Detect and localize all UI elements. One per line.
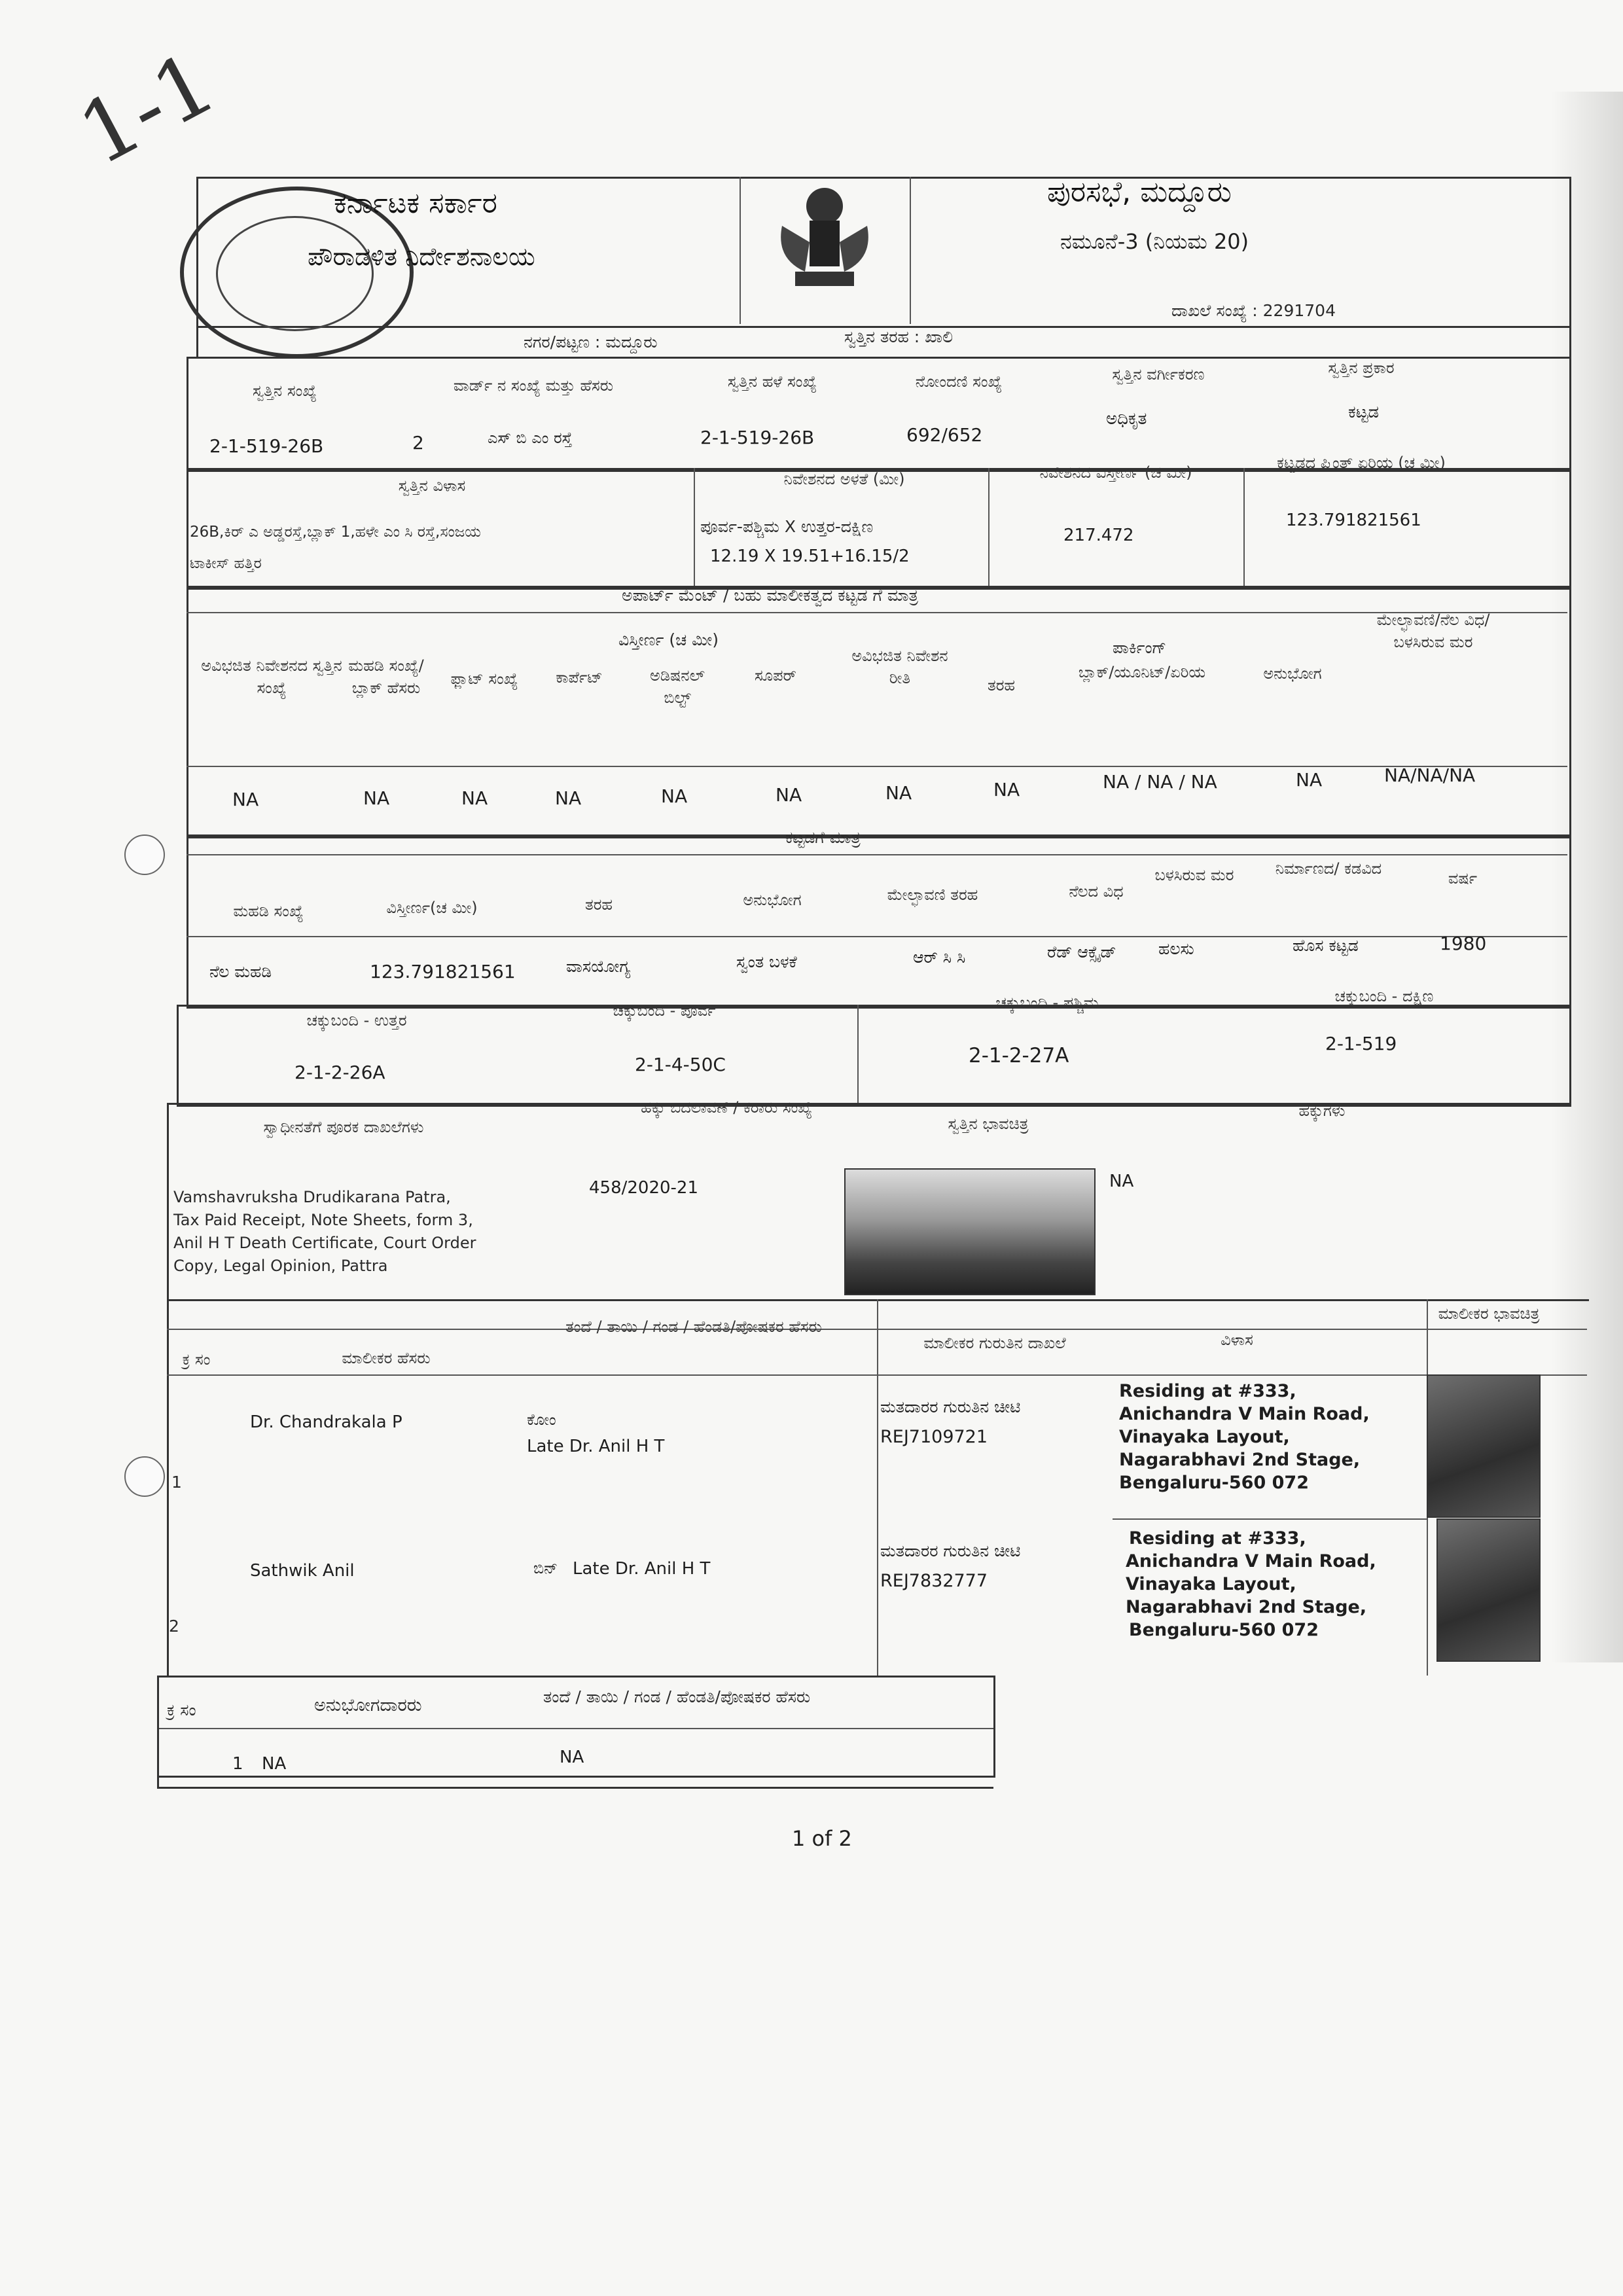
rights-value: NA <box>1109 1172 1134 1191</box>
bldg-floor-no: ನೆಲ ಮಹಡಿ <box>209 962 272 981</box>
doc-line-1: Vamshavruksha Drudikarana Patra, <box>173 1188 451 1206</box>
area-group-label: ವಿಸ್ತೀರ್ಣ (ಚ ಮೀ) <box>618 630 719 649</box>
owner-2-id-type: ಮತದಾರರ ಗುರುತಿನ ಚೀಟಿ <box>880 1541 1021 1560</box>
apt-undivided-site: NA <box>232 789 259 810</box>
label-owner-id: ಮಾಲೀಕರ ಗುರುತಿನ ದಾಖಲೆ <box>923 1334 1066 1352</box>
owner-1-relation-name: Late Dr. Anil H T <box>527 1437 665 1456</box>
property-category: ಕಟ್ಟಡ <box>1348 403 1380 422</box>
owner-1-name: Dr. Chandrakala P <box>250 1412 402 1432</box>
department: ಪೌರಾಡಳಿತ ನಿರ್ದೇಶನಾಲಯ <box>308 242 535 271</box>
label-possession-docs: ಸ್ವಾಧೀನತೆಗೆ ಪೂರಕ ದಾಖಲೆಗಳು <box>263 1118 424 1136</box>
label-dimensions: ನಿವೇಶನದ ಅಳತೆ (ಮೀ) <box>783 470 905 488</box>
label-owner-name: ಮಾಲೀಕರ ಹೆಸರು <box>342 1349 431 1367</box>
label-kind: ತರಹ <box>987 676 1016 694</box>
label-additional-built: ಅಡಿಷನಲ್ ಬಿಲ್ಟ್ <box>650 666 705 707</box>
owner-1-address-3: Vinayaka Layout, <box>1119 1427 1290 1447</box>
entry-number: ದಾಖಲೆ ಸಂಖ್ಯೆ : 2291704 <box>1171 301 1336 320</box>
bldg-year: 1980 <box>1440 933 1487 954</box>
property-address-line2: ಟಾಕೀಸ್ ಹತ್ತಿರ <box>190 555 262 572</box>
owner-2-sl: 2 <box>169 1617 179 1636</box>
owner-2-relation-name: Late Dr. Anil H T <box>573 1559 711 1579</box>
bldg-construction: ಹೊಸ ಕಟ್ಟಡ <box>1293 936 1359 955</box>
label-area: ವಿಸ್ತೀರ್ಣ(ಚ ಮೀ) <box>386 899 478 917</box>
label-owner-address: ವಿಳಾಸ <box>1221 1331 1253 1349</box>
label-super: ಸೂಪರ್ <box>755 666 796 685</box>
label-carpet: ಕಾರ್ಪೆಟ್ <box>556 668 603 687</box>
label-floor-type: ನೆಲದ ವಿಧ <box>1069 882 1124 901</box>
owner-2-address-4: Nagarabhavi 2nd Stage, <box>1126 1597 1367 1617</box>
label-owner-photo: ಮಾಲೀಕರ ಭಾವಚಿತ್ರ <box>1438 1304 1540 1323</box>
property-address-line1: 26B,ಕಿರ್ ಎ ಅಡ್ಡರಸ್ತೆ,ಬ್ಲಾಕ್ 1,ಹಳೇ ಎಂ ಸಿ ರಸ್ತೆ,ಸಂಜಯ <box>190 524 481 541</box>
label-address: ಸ್ವತ್ತಿನ ವಿಳಾಸ <box>398 476 466 495</box>
state-emblem-icon <box>769 180 880 298</box>
label-block-unit-area: ಬ್ಲಾಕ್/ಯೂನಿಟ್/ಏರಿಯ <box>1078 663 1206 681</box>
apt-flat-no: NA <box>461 787 488 809</box>
owner-2-address-2: Anichandra V Main Road, <box>1126 1551 1376 1571</box>
label-flat-no: ಫ್ಲಾಟ್ ಸಂಖ್ಯೆ <box>450 670 518 688</box>
label-kind: ತರಹ <box>584 895 613 914</box>
occupant-sl: 1 <box>232 1754 243 1774</box>
label-undivided-site: ಅವಿಭಜಿತ ನಿವೇಶನದ ಸ್ವತ್ತಿನ ಸಂಖ್ಯೆ <box>201 656 342 697</box>
label-roof-type: ಮೇಲ್ಛಾವಣಿ ತರಹ <box>887 886 978 904</box>
apt-block-unit-area: NA / NA / NA <box>1103 771 1217 793</box>
label-occupant-relation: ತಂದೆ / ತಾಯಿ / ಗಂಡ / ಹೆಂಡತಿ/ಪೋಷಕರ ಹೆಸರು <box>543 1687 811 1706</box>
owner-1-address-5: Bengaluru-560 072 <box>1119 1473 1309 1493</box>
municipality-name: ಪುರಸಭೆ, ಮದ್ದೂರು <box>1047 175 1232 209</box>
page-number: 1 of 2 <box>792 1826 852 1851</box>
bldg-roof-type: ಆರ್ ಸಿ ಸಿ <box>913 948 966 967</box>
owner-2-address-5: Bengaluru-560 072 <box>1129 1620 1319 1640</box>
apt-kind: NA <box>993 779 1020 800</box>
apt-undivided-method: NA <box>885 782 912 804</box>
ward-no: 2 <box>412 432 424 454</box>
property-photo <box>844 1168 1096 1295</box>
bldg-area: 123.791821561 <box>370 961 516 982</box>
punch-hole <box>124 834 165 875</box>
label-floor-no: ಮಹಡಿ ಸಂಖ್ಯೆ <box>233 902 304 920</box>
owner-1-photo <box>1427 1374 1541 1518</box>
dimensions: 12.19 X 19.51+16.15/2 <box>710 547 910 566</box>
label-roof-floor-wood: ಮೇಲ್ಛಾವಣಿ/ನೆಲ ವಿಧ/ಬಳಸಿರುವ ಮರ <box>1376 611 1490 651</box>
boundary-north: 2-1-2-26A <box>294 1062 385 1083</box>
bldg-usage: ಸ್ವಂತ ಬಳಕೆ <box>736 952 797 971</box>
owner-2-address-1: Residing at #333, <box>1129 1528 1306 1549</box>
label-usage: ಅನುಭೋಗ <box>743 891 802 909</box>
owner-1-address-1: Residing at #333, <box>1119 1381 1296 1401</box>
label-floor-block: ಮಹಡಿ ಸಂಖ್ಯೆ/ಬ್ಲಾಕ್ ಹೆಸರು <box>348 656 424 697</box>
label-old-no: ಸ್ವತ್ತಿನ ಹಳೆ ಸಂಖ್ಯೆ <box>727 372 817 391</box>
owner-1-relation-prefix: ಕೋಂ <box>527 1410 556 1429</box>
punch-hole <box>124 1456 165 1497</box>
form-number: ನಮೂನೆ-3 (ನಿಯಮ 20) <box>1060 229 1249 254</box>
owner-2-photo <box>1436 1518 1541 1662</box>
apt-carpet: NA <box>555 787 582 809</box>
doc-line-3: Anil H T Death Certificate, Court Order <box>173 1234 476 1252</box>
label-property-no: ಸ್ವತ್ತಿನ ಸಂಖ್ಯೆ <box>253 382 317 400</box>
label-construction: ನಿರ್ಮಾಣದ/ ಕಡವಿದ <box>1275 859 1382 878</box>
label-boundary-west: ಚಕ್ಕುಬಂದಿ - ಪಶ್ಚಿಮ <box>995 994 1099 1012</box>
bldg-floor-type: ರೆಡ್ ಆಕ್ಸೈಡ್ <box>1047 942 1116 961</box>
owner-2-name: Sathwik Anil <box>250 1561 355 1581</box>
owner-2-relation-prefix: ಬಿನ್ <box>533 1559 558 1577</box>
label-ward: ವಾರ್ಡ್ ನ ಸಂಖ್ಯೆ ಮತ್ತು ಹೆಸರು <box>453 376 614 395</box>
apt-roof-floor-wood: NA/NA/NA <box>1384 764 1476 786</box>
label-boundary-north: ಚಕ್ಕುಬಂದಿ - ಉತ್ತರ <box>306 1011 407 1030</box>
owner-2-id-no: REJ7832777 <box>880 1571 988 1591</box>
apt-super: NA <box>776 784 802 806</box>
occupant-relation: NA <box>560 1748 584 1767</box>
deed-number: 458/2020-21 <box>589 1178 699 1198</box>
boundary-east: 2-1-4-50C <box>635 1054 726 1075</box>
owner-1-id-type: ಮತದಾರರ ಗುರುತಿನ ಚೀಟಿ <box>880 1397 1021 1416</box>
label-reg-no: ನೋಂದಣಿ ಸಂಖ್ಯೆ <box>915 372 1003 391</box>
ward-name: ಎಸ್ ಬಿ ಎಂ ರಸ್ತೆ <box>488 429 573 447</box>
apt-additional-built: NA <box>661 785 688 807</box>
dimensions-label: ಪೂರ್ವ-ಪಶ್ಚಿಮ X ಉತ್ತರ-ದಕ್ಷಿಣ <box>700 517 874 536</box>
property-no: 2-1-519-26B <box>209 435 324 457</box>
owner-1-address-4: Nagarabhavi 2nd Stage, <box>1119 1450 1361 1470</box>
label-owner-sl: ಕ್ರ ಸಂ <box>182 1350 211 1369</box>
bldg-kind: ವಾಸಯೋಗ್ಯ <box>566 957 631 976</box>
label-rights: ಹಕ್ಕುಗಳು <box>1298 1102 1346 1120</box>
handwritten-mark: 1-1 <box>63 32 231 185</box>
label-relation-name: ತಂದೆ / ತಾಯಿ / ಗಂಡ / ಹೆಂಡತಿ/ಪೋಷಕರ ಹೆಸರು <box>565 1318 822 1336</box>
label-site-area: ನಿವೇಶನದ ವಿಸ್ತೀರ್ಣ (ಚ ಮೀ) <box>1039 463 1192 482</box>
label-occupant-name: ಅನುಭೋಗದಾರರು <box>314 1695 422 1715</box>
label-type: ಸ್ವತ್ತಿನ ಪ್ರಕಾರ <box>1328 359 1395 377</box>
label-deed-no: ಹಕ್ಕು ಬದಲಾವಣೆ / ಕರಾರು ಸಂಖ್ಯೆ <box>640 1098 813 1117</box>
occupant-name: NA <box>262 1754 287 1774</box>
plinth-area: 123.791821561 <box>1286 511 1421 530</box>
doc-line-4: Copy, Legal Opinion, Pattra <box>173 1257 388 1275</box>
owner-1-id-no: REJ7109721 <box>880 1427 988 1447</box>
boundary-south: 2-1-519 <box>1325 1033 1397 1054</box>
label-usage: ಅನುಭೋಗ <box>1263 664 1322 683</box>
property-type: ಸ್ವತ್ತಿನ ತರಹ : ಖಾಲಿ <box>844 327 954 346</box>
owner-2-address-3: Vinayaka Layout, <box>1126 1574 1296 1594</box>
label-property-photo: ಸ್ವತ್ತಿನ ಭಾವಚಿತ್ರ <box>948 1115 1029 1133</box>
label-undivided-method: ಅವಿಭಜಿತ ನಿವೇಶನ ರೀತಿ <box>851 647 948 687</box>
doc-line-2: Tax Paid Receipt, Note Sheets, form 3, <box>173 1211 473 1229</box>
parking-group-label: ಪಾರ್ಕಿಂಗ್ <box>1113 638 1167 657</box>
label-occupant-sl: ಕ್ರ ಸಂ <box>167 1700 196 1719</box>
label-boundary-east: ಚಕ್ಕುಬಂದಿ - ಪೂರ್ವ <box>613 1001 716 1020</box>
label-wood-used: ಬಳಸಿರುವ ಮರ <box>1154 866 1234 884</box>
label-boundary-south: ಚಕ್ಕುಬಂದಿ - ದಕ್ಷಿಣ <box>1334 987 1434 1005</box>
owner-1-address-2: Anichandra V Main Road, <box>1119 1404 1370 1424</box>
bldg-wood: ಹಲಸು <box>1158 939 1194 958</box>
apt-floor-block: NA <box>363 787 390 809</box>
classification: ಅಧಿಕೃತ <box>1106 409 1147 429</box>
apt-usage: NA <box>1296 769 1323 791</box>
seal-building <box>216 216 374 331</box>
label-classification: ಸ್ವತ್ತಿನ ವರ್ಗೀಕರಣ <box>1112 365 1205 384</box>
label-year: ವರ್ಷ <box>1448 869 1478 888</box>
label-plinth-area: ಕಟ್ಟಡದ ಪ್ಲಿಂತ್ ಏರಿಯ (ಚ ಮೀ) <box>1277 454 1446 472</box>
gov-title: ಕರ್ನಾಟಕ ಸರ್ಕಾರ <box>334 187 497 220</box>
owner-1-sl: 1 <box>171 1473 182 1492</box>
old-no: 2-1-519-26B <box>700 427 815 448</box>
apartment-title: ಅಪಾರ್ಟ್ ಮೆಂಟ್ / ಬಹು ಮಾಲೀಕತ್ವದ ಕಟ್ಟಡ ಗೆ ಮಾತ್ರ <box>622 586 918 605</box>
reg-no: 692/652 <box>906 424 983 446</box>
building-title: ಕಟ್ಟಡಗೆ ಮಾತ್ರ <box>785 828 861 847</box>
town: ನಗರ/ಪಟ್ಟಣ : ಮದ್ದೂರು <box>524 332 658 351</box>
site-area: 217.472 <box>1063 526 1134 545</box>
boundary-west: 2-1-2-27A <box>969 1044 1069 1067</box>
